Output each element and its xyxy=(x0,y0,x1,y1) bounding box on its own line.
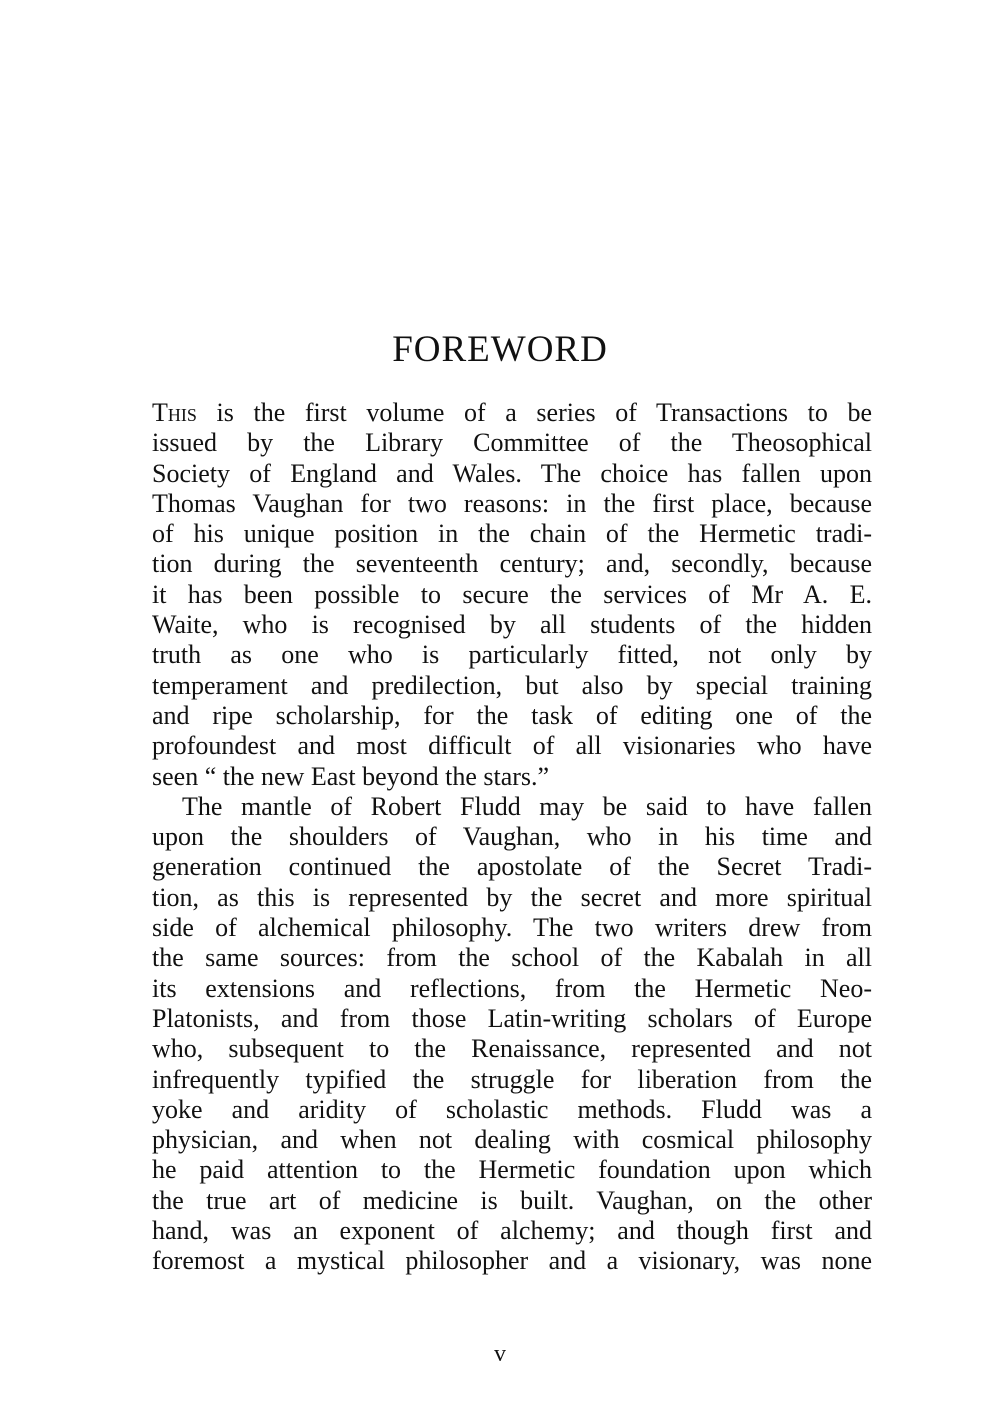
text-line: its extensions and reflections, from the Hermetic Neo- xyxy=(152,973,872,1003)
text-line: yoke and aridity of scholastic methods. Fludd was a xyxy=(152,1094,872,1124)
text-line: The mantle of Robert Fludd may be said to have fallen xyxy=(182,791,872,821)
page-title: FOREWORD xyxy=(392,329,608,370)
drop-word: This xyxy=(152,398,197,427)
text-line: upon the shoulders of Vaughan, who in his time and xyxy=(152,822,872,852)
body-text xyxy=(152,398,872,1277)
text-line: Thomas Vaughan for two reasons: in the first place, because xyxy=(152,488,872,518)
page-number: v xyxy=(494,1341,506,1367)
paragraph-2 xyxy=(152,792,872,1277)
text-line: the same sources: from the school of the Kabalah in all xyxy=(152,943,872,973)
text-line: and ripe scholarship, for the task of editing one of the xyxy=(152,700,872,730)
text-line: tion during the seventeenth century; and, secondly, because xyxy=(152,549,872,579)
text-line: he paid attention to the Hermetic foundation upon which xyxy=(152,1155,872,1185)
text-line: side of alchemical philosophy. The two writers drew from xyxy=(152,913,872,943)
text-line: physician, and when not dealing with cosmical philosophy xyxy=(152,1125,872,1155)
text-line: temperament and predilection, but also by special training xyxy=(152,670,872,700)
text-line: Platonists, and from those Latin-writing scholars of Europe xyxy=(152,1003,872,1033)
text-line: issued by the Library Committee of the Theosophical xyxy=(152,428,872,458)
text-line: generation continued the apostolate of the Secret Tradi- xyxy=(152,852,872,882)
paragraph-1 xyxy=(152,398,872,792)
text-line: This is the first volume of a series of Transactions to be xyxy=(152,398,872,427)
text-line: Society of England and Wales. The choice has fallen upon xyxy=(152,458,872,488)
text-line: the true art of medicine is built. Vaughan, on the other xyxy=(152,1185,872,1215)
text-line: infrequently typified the struggle for liberation from the xyxy=(152,1064,872,1094)
text-line: Waite, who is recognised by all students of the hidden xyxy=(152,610,872,640)
text-line: truth as one who is particularly fitted, not only by xyxy=(152,640,872,670)
text-line: foremost a mystical philosopher and a visionary, was none xyxy=(152,1246,872,1276)
text-line: tion, as this is represented by the secret and more spiritual xyxy=(152,882,872,912)
text-line: hand, was an exponent of alchemy; and though first and xyxy=(152,1216,872,1246)
text-line: seen “ the new East beyond the stars.” xyxy=(152,761,550,791)
text-line: who, subsequent to the Renaissance, represented and not xyxy=(152,1034,872,1064)
text-line: of his unique position in the chain of the Hermetic tradi- xyxy=(152,519,872,549)
text-line: profoundest and most difficult of all visionaries who have xyxy=(152,731,872,761)
text-line: it has been possible to secure the services of Mr A. E. xyxy=(152,579,872,609)
